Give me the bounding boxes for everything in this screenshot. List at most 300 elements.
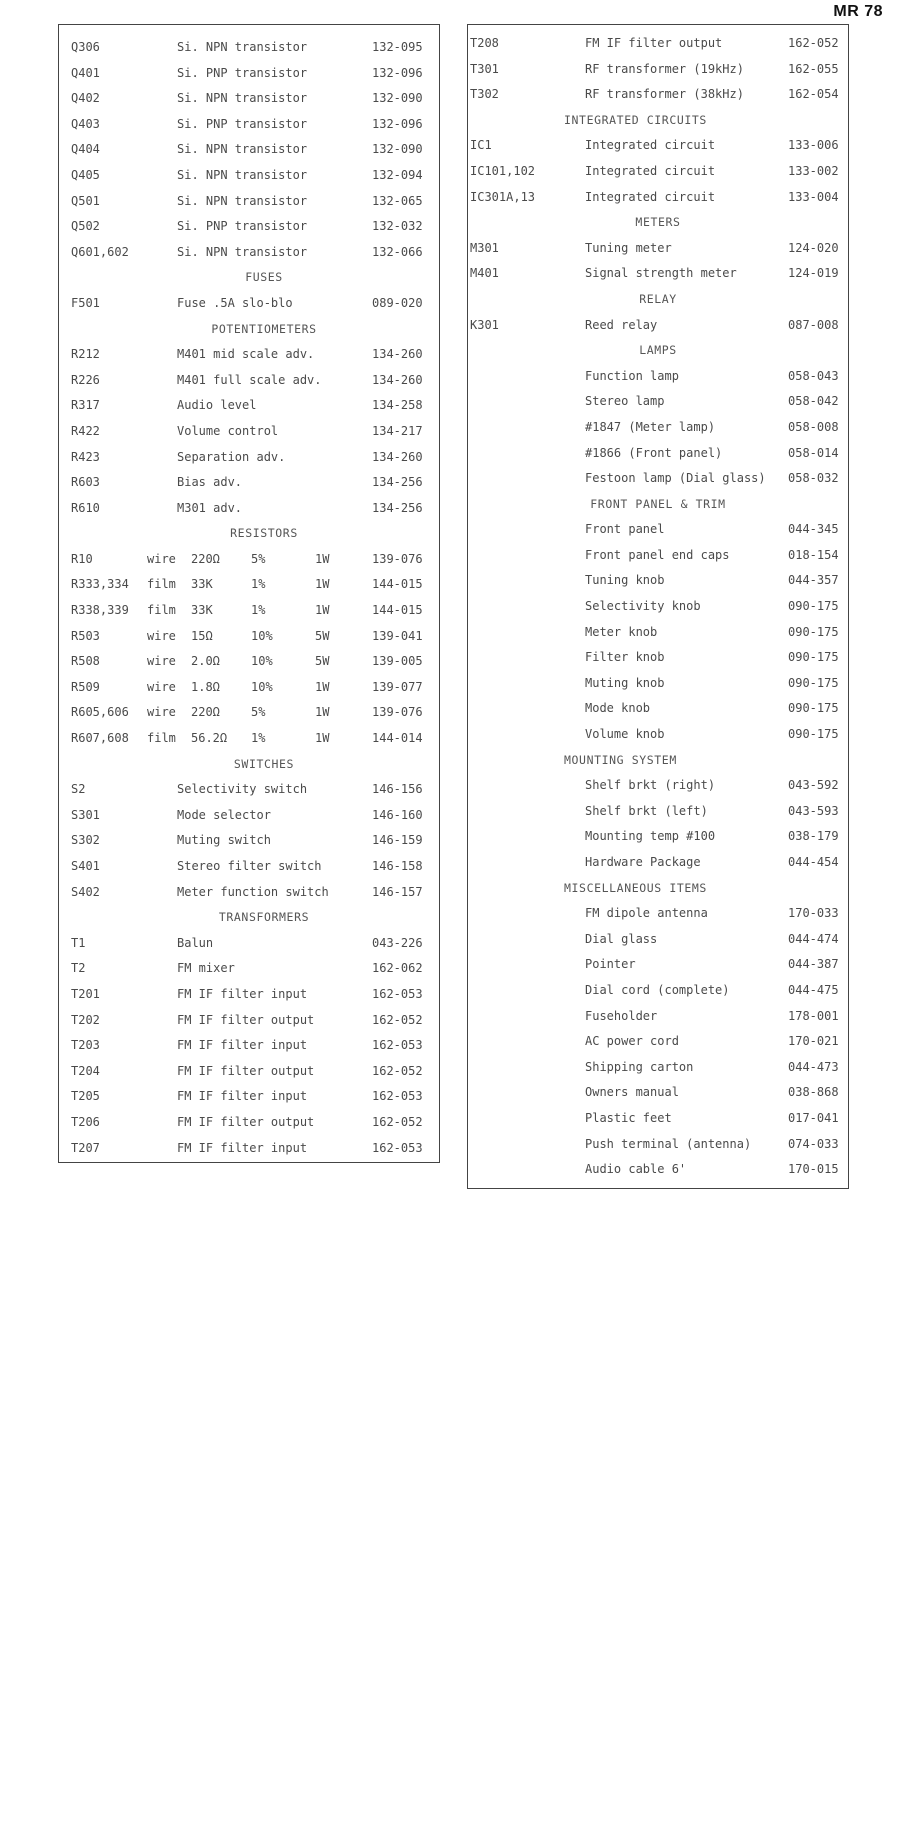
part-number: 139-076	[372, 551, 423, 566]
reference-designator: S402	[71, 884, 100, 899]
reference-designator: S301	[71, 807, 100, 822]
part-number: 132-032	[372, 219, 423, 234]
part-row	[59, 189, 439, 215]
part-number: 139-005	[372, 654, 423, 669]
part-number: 162-052	[372, 1114, 423, 1129]
reference-designator: R317	[71, 398, 100, 413]
resistor-value: 56.2Ω	[191, 731, 228, 746]
part-number: 144-015	[372, 603, 423, 618]
part-description: Si. NPN transistor	[177, 91, 308, 106]
part-number: 133-002	[788, 163, 839, 178]
resistor-tolerance: 10%	[251, 628, 273, 643]
part-number: 038-868	[788, 1085, 839, 1100]
part-description: Mode selector	[177, 807, 271, 822]
resistor-wattage: 1W	[315, 551, 330, 566]
resistor-wattage: 1W	[315, 577, 330, 592]
part-description: Festoon lamp (Dial glass)	[585, 471, 766, 486]
part-row	[59, 137, 439, 163]
part-row	[59, 342, 439, 368]
part-description: Plastic feet	[585, 1110, 672, 1125]
part-description: M401 full scale adv.	[177, 372, 322, 387]
part-number: 144-014	[372, 731, 423, 746]
part-number: 144-015	[372, 577, 423, 592]
reference-designator: R338,339	[71, 603, 129, 618]
reference-designator: T302	[470, 87, 499, 102]
part-description: Owners manual	[585, 1085, 679, 1100]
reference-designator: S401	[71, 859, 100, 873]
resistor-tolerance: 1%	[251, 577, 266, 592]
part-number: 044-345	[788, 522, 839, 537]
part-description: Function lamp	[585, 368, 679, 383]
part-number: 090-175	[788, 701, 839, 716]
resistor-row	[59, 572, 439, 598]
part-description: Si. NPN transistor	[177, 167, 308, 182]
part-row	[59, 393, 439, 419]
part-number: 133-006	[788, 138, 839, 153]
part-description: Volume control	[177, 423, 279, 438]
part-number: 058-014	[788, 445, 839, 460]
part-number: 162-055	[788, 61, 839, 76]
part-row	[468, 415, 848, 441]
part-row	[468, 1132, 848, 1158]
part-row	[468, 850, 848, 876]
reference-designator: T1	[71, 935, 86, 950]
parts-list-left-column	[58, 24, 440, 1163]
part-description: FM IF filter output	[177, 1114, 315, 1129]
section-header: FRONT PANEL & TRIM	[590, 496, 726, 511]
part-row	[59, 291, 439, 317]
part-description: Si. PNP transistor	[177, 116, 308, 131]
part-number: 162-052	[788, 36, 839, 50]
part-description: RF transformer (19kHz)	[585, 61, 744, 76]
resistor-row	[59, 726, 439, 752]
resistor-value: 220Ω	[191, 551, 220, 566]
part-number: 139-041	[372, 628, 423, 643]
part-description: Push terminal (antenna)	[585, 1136, 752, 1151]
part-description: Meter knob	[585, 624, 658, 639]
part-number: 044-357	[788, 573, 839, 588]
part-row	[468, 824, 848, 850]
part-number: 134-260	[372, 372, 423, 387]
part-row	[468, 1055, 848, 1081]
part-description: #1866 (Front panel)	[585, 445, 723, 460]
part-number: 132-096	[372, 116, 423, 131]
part-number: 162-054	[788, 87, 839, 102]
part-description: Tuning meter	[585, 240, 672, 255]
part-description: #1847 (Meter lamp)	[585, 419, 716, 434]
part-description: Si. NPN transistor	[177, 193, 308, 208]
resistor-value: 1.8Ω	[191, 679, 220, 694]
page-identifier: MR 78	[833, 3, 883, 20]
part-number: 134-258	[372, 398, 423, 413]
reference-designator: Q601,602	[71, 244, 129, 259]
part-description: Si. PNP transistor	[177, 65, 308, 80]
part-description: Si. PNP transistor	[177, 219, 308, 234]
part-row	[468, 159, 848, 185]
reference-designator: R509	[71, 679, 100, 694]
reference-designator: M401	[470, 266, 499, 281]
resistor-wattage: 5W	[315, 628, 330, 643]
part-number: 044-454	[788, 855, 839, 869]
part-row	[468, 594, 848, 620]
part-number: 074-033	[788, 1136, 839, 1151]
resistor-type: wire	[147, 628, 176, 643]
part-number: 134-260	[372, 449, 423, 464]
part-description: Integrated circuit	[585, 138, 716, 153]
resistor-row	[59, 649, 439, 675]
section-header: SWITCHES	[233, 756, 295, 771]
part-number: 058-008	[788, 419, 839, 434]
part-row	[468, 133, 848, 159]
section-header: INTEGRATED CIRCUITS	[564, 112, 707, 127]
part-number: 044-387	[788, 957, 839, 972]
part-row	[59, 1084, 439, 1110]
part-number: 132-066	[372, 244, 423, 259]
part-number: 090-175	[788, 624, 839, 639]
part-description: RF transformer (38kHz)	[585, 87, 744, 102]
part-row	[59, 163, 439, 189]
resistor-tolerance: 1%	[251, 603, 266, 618]
part-description: Fuseholder	[585, 1008, 658, 1023]
reference-designator: Q502	[71, 219, 100, 234]
part-description: AC power cord	[585, 1034, 679, 1049]
part-row	[59, 35, 439, 61]
part-row	[59, 1008, 439, 1034]
part-description: Muting switch	[177, 833, 271, 848]
reference-designator: K301	[470, 317, 499, 332]
part-row	[468, 1004, 848, 1030]
reference-designator: Q306	[71, 40, 100, 54]
part-description: Tuning knob	[585, 573, 665, 588]
part-row	[59, 1110, 439, 1136]
part-number: 132-065	[372, 193, 423, 208]
resistor-row	[59, 547, 439, 573]
reference-designator: Q403	[71, 116, 100, 131]
part-row	[468, 82, 848, 108]
part-description: Mounting temp #100	[585, 829, 716, 844]
part-row	[468, 364, 848, 390]
part-description: Meter function switch	[177, 884, 329, 899]
part-description: Shipping carton	[585, 1059, 694, 1074]
part-number: 089-020	[372, 295, 423, 310]
reference-designator: R423	[71, 449, 100, 464]
part-row	[468, 799, 848, 825]
part-number: 134-260	[372, 347, 423, 362]
part-row	[59, 880, 439, 906]
resistor-tolerance: 10%	[251, 679, 273, 694]
part-number: 139-077	[372, 679, 423, 694]
part-description: Selectivity knob	[585, 599, 701, 614]
resistor-wattage: 1W	[315, 679, 330, 694]
part-number: 134-217	[372, 423, 423, 438]
part-description: FM dipole antenna	[585, 906, 708, 921]
part-row	[468, 185, 848, 211]
part-row	[468, 466, 848, 492]
part-row	[468, 517, 848, 543]
resistor-type: wire	[147, 705, 176, 720]
resistor-type: wire	[147, 551, 176, 566]
part-number: 044-473	[788, 1059, 839, 1074]
part-description: Si. NPN transistor	[177, 142, 308, 157]
part-number: 090-175	[788, 599, 839, 614]
part-description: FM IF filter input	[177, 986, 308, 1001]
part-number: 038-179	[788, 829, 839, 844]
part-description: Stereo lamp	[585, 394, 665, 409]
part-number: 162-052	[372, 1063, 423, 1078]
reference-designator: Q401	[71, 65, 100, 80]
part-row	[59, 956, 439, 982]
part-row	[59, 931, 439, 957]
part-description: Balun	[177, 935, 214, 950]
resistor-value: 33K	[191, 603, 213, 618]
part-row	[59, 368, 439, 394]
reference-designator: R333,334	[71, 577, 129, 592]
part-row	[468, 57, 848, 83]
part-number: 133-004	[788, 189, 839, 204]
part-row	[468, 568, 848, 594]
resistor-wattage: 1W	[315, 731, 330, 746]
part-row	[468, 31, 848, 57]
part-row	[59, 1136, 439, 1162]
part-number: 146-159	[372, 833, 423, 848]
part-number: 134-256	[372, 500, 423, 515]
part-number: 162-053	[372, 1038, 423, 1053]
part-description: Si. NPN transistor	[177, 40, 308, 54]
reference-designator: R508	[71, 654, 100, 669]
part-number: 087-008	[788, 317, 839, 332]
part-description: FM IF filter output	[177, 1012, 315, 1027]
part-row	[59, 854, 439, 880]
reference-designator: T301	[470, 61, 499, 76]
part-number: 134-256	[372, 475, 423, 490]
part-row	[468, 261, 848, 287]
section-header: METERS	[635, 215, 681, 230]
reference-designator: R10	[71, 551, 93, 566]
resistor-value: 2.0Ω	[191, 654, 220, 669]
part-number: 090-175	[788, 650, 839, 665]
part-description: Hardware Package	[585, 855, 701, 869]
reference-designator: M301	[470, 240, 499, 255]
part-description: FM mixer	[177, 961, 235, 976]
part-number: 090-175	[788, 727, 839, 742]
resistor-value: 33K	[191, 577, 213, 592]
part-row	[468, 543, 848, 569]
part-row	[59, 240, 439, 266]
reference-designator: R422	[71, 423, 100, 438]
section-header: MOUNTING SYSTEM	[564, 752, 677, 767]
resistor-row	[59, 598, 439, 624]
reference-designator: R212	[71, 347, 100, 362]
reference-designator: T206	[71, 1114, 100, 1129]
part-row	[59, 61, 439, 87]
reference-designator: R503	[71, 628, 100, 643]
part-row	[59, 803, 439, 829]
part-description: Dial cord (complete)	[585, 982, 730, 997]
part-row	[468, 236, 848, 262]
part-description: Fuse .5A slo-blo	[177, 295, 293, 310]
section-header: POTENTIOMETERS	[211, 321, 317, 336]
part-number: 058-042	[788, 394, 839, 409]
part-description: Front panel	[585, 522, 665, 537]
section-header: LAMPS	[639, 343, 677, 358]
part-number: 139-076	[372, 705, 423, 720]
part-description: Shelf brkt (right)	[585, 778, 716, 793]
reference-designator: T201	[71, 986, 100, 1001]
resistor-wattage: 1W	[315, 603, 330, 618]
reference-designator: T205	[71, 1089, 100, 1104]
resistor-type: film	[147, 731, 176, 746]
part-number: 146-157	[372, 884, 423, 899]
part-row	[468, 671, 848, 697]
part-row	[59, 419, 439, 445]
resistor-value: 220Ω	[191, 705, 220, 720]
reference-designator: R605,606	[71, 705, 129, 720]
part-row	[468, 1106, 848, 1132]
part-description: Shelf brkt (left)	[585, 803, 708, 818]
part-description: Filter knob	[585, 650, 665, 665]
resistor-type: wire	[147, 679, 176, 694]
part-number: 170-015	[788, 1162, 839, 1177]
reference-designator: S302	[71, 833, 100, 848]
part-row	[59, 496, 439, 522]
part-row	[59, 982, 439, 1008]
part-row	[468, 645, 848, 671]
part-number: 124-019	[788, 266, 839, 281]
part-row	[59, 112, 439, 138]
section-header: MISCELLANEOUS ITEMS	[564, 880, 707, 895]
part-row	[468, 722, 848, 748]
part-number: 178-001	[788, 1008, 839, 1023]
part-number: 132-096	[372, 65, 423, 80]
part-row	[468, 696, 848, 722]
part-description: FM IF filter output	[177, 1063, 315, 1078]
part-number: 043-592	[788, 778, 839, 793]
part-description: Mode knob	[585, 701, 651, 716]
part-number: 162-062	[372, 961, 423, 976]
part-row	[59, 445, 439, 471]
part-number: 162-053	[372, 986, 423, 1001]
part-number: 132-090	[372, 91, 423, 106]
part-description: Integrated circuit	[585, 189, 716, 204]
part-number: 146-156	[372, 782, 423, 797]
part-row	[468, 773, 848, 799]
section-header: TRANSFORMERS	[218, 910, 310, 925]
part-row	[59, 777, 439, 803]
reference-designator: IC1	[470, 138, 492, 153]
resistor-row	[59, 700, 439, 726]
part-description: Si. NPN transistor	[177, 244, 308, 259]
part-row	[468, 927, 848, 953]
reference-designator: IC301A,13	[470, 189, 536, 204]
section-header: FUSES	[245, 270, 283, 285]
part-description: Separation adv.	[177, 449, 286, 464]
reference-designator: T204	[71, 1063, 100, 1078]
part-number: 162-053	[372, 1140, 423, 1155]
part-number: 058-032	[788, 471, 839, 486]
part-description: Selectivity switch	[177, 782, 308, 797]
part-number: 170-033	[788, 906, 839, 921]
part-description: Signal strength meter	[585, 266, 737, 281]
part-row	[59, 86, 439, 112]
part-row	[468, 1029, 848, 1055]
reference-designator: F501	[71, 295, 100, 310]
part-description: Bias adv.	[177, 475, 243, 490]
resistor-tolerance: 5%	[251, 705, 266, 720]
part-description: Reed relay	[585, 317, 658, 332]
resistor-type: film	[147, 577, 176, 592]
reference-designator: R226	[71, 372, 100, 387]
part-number: 124-020	[788, 240, 839, 255]
resistor-type: film	[147, 603, 176, 618]
part-number: 044-474	[788, 931, 839, 946]
part-row	[59, 214, 439, 240]
part-row	[468, 952, 848, 978]
section-header: RELAY	[639, 291, 677, 306]
part-row	[468, 389, 848, 415]
part-row	[468, 978, 848, 1004]
part-number: 146-158	[372, 859, 423, 873]
part-description: Stereo filter switch	[177, 859, 322, 873]
part-number: 162-053	[372, 1089, 423, 1104]
part-number: 058-043	[788, 368, 839, 383]
part-number: 018-154	[788, 547, 839, 562]
parts-list-right-column	[467, 24, 849, 1189]
reference-designator: T203	[71, 1038, 100, 1053]
part-number: 170-021	[788, 1034, 839, 1049]
part-description: Pointer	[585, 957, 636, 972]
part-description: Audio level	[177, 398, 257, 413]
part-description: FM IF filter input	[177, 1038, 308, 1053]
part-row	[468, 1080, 848, 1106]
part-description: M401 mid scale adv.	[177, 347, 315, 362]
part-number: 146-160	[372, 807, 423, 822]
part-row	[59, 1033, 439, 1059]
part-number: 044-475	[788, 982, 839, 997]
reference-designator: Q402	[71, 91, 100, 106]
part-row	[468, 620, 848, 646]
resistor-row	[59, 675, 439, 701]
part-description: Muting knob	[585, 675, 665, 690]
part-row	[59, 828, 439, 854]
reference-designator: T207	[71, 1140, 100, 1155]
part-number: 132-090	[372, 142, 423, 157]
reference-designator: T202	[71, 1012, 100, 1027]
part-description: FM IF filter input	[177, 1140, 308, 1155]
resistor-tolerance: 1%	[251, 731, 266, 746]
reference-designator: Q405	[71, 167, 100, 182]
reference-designator: Q501	[71, 193, 100, 208]
part-number: 017-041	[788, 1110, 839, 1125]
part-description: Front panel end caps	[585, 547, 730, 562]
part-row	[59, 1059, 439, 1085]
part-description: FM IF filter input	[177, 1089, 308, 1104]
reference-designator: T2	[71, 961, 86, 976]
reference-designator: R603	[71, 475, 100, 490]
reference-designator: S2	[71, 782, 86, 797]
part-number: 043-593	[788, 803, 839, 818]
resistor-row	[59, 624, 439, 650]
part-number: 132-094	[372, 167, 423, 182]
part-row	[468, 313, 848, 339]
section-header: RESISTORS	[230, 526, 298, 541]
part-number: 162-052	[372, 1012, 423, 1027]
part-description: Audio cable 6'	[585, 1162, 687, 1177]
resistor-tolerance: 5%	[251, 551, 266, 566]
part-row	[59, 470, 439, 496]
resistor-tolerance: 10%	[251, 654, 273, 669]
reference-designator: R610	[71, 500, 100, 515]
reference-designator: IC101,102	[470, 163, 536, 178]
